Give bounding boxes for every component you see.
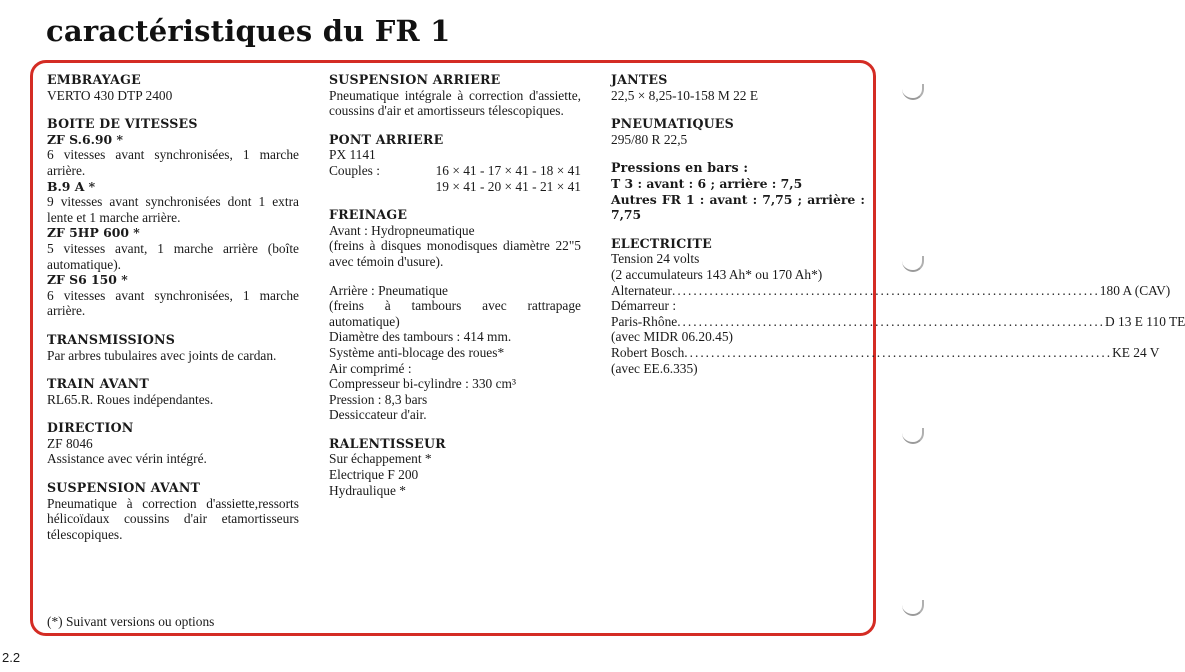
section-title: ELECTRICITE (611, 235, 712, 251)
section-title: RALENTISSEUR (329, 435, 446, 451)
spec-section (611, 72, 865, 103)
spec-text: Electrique F 200 (329, 467, 419, 483)
binder-ring-mark (902, 428, 924, 444)
spec-value: 180 A (CAV) (1099, 282, 1171, 298)
spec-text: Sur échappement * (329, 451, 432, 467)
section-title: JANTES (611, 72, 668, 87)
spec-text: (freins à tambours avec rattrapage automatique) (329, 298, 581, 329)
footnote: (*) Suivant versions ou options (47, 614, 215, 629)
couples-row (329, 163, 581, 194)
section-title: FREINAGE (329, 207, 408, 223)
page-title: caractéristiques du FR 1 (46, 14, 451, 48)
spec-text: Air comprimé : (329, 360, 412, 376)
spec-value: D 13 E 110 TE (1105, 313, 1185, 329)
spec-pressure: Autres FR 1 : avant : 7,75 ; arrière : 7,75 (611, 191, 865, 223)
spec-text: (avec EE.6.335) (611, 360, 698, 376)
column-2 (329, 72, 581, 511)
binder-ring-mark (902, 256, 924, 272)
spec-text: Tension 24 volts (611, 251, 700, 267)
spec-row (611, 344, 1160, 361)
dot-leader: ................................................................................ (671, 282, 1100, 298)
dot-leader: ................................................................................ (684, 344, 1113, 360)
couples-line: 19 × 41 - 20 × 41 - 21 × 41 (435, 178, 581, 194)
spec-text: PX 1141 (329, 147, 376, 163)
spec-model: ZF S6 150 * (47, 272, 128, 288)
spec-key: Alternateur (611, 282, 672, 298)
spec-section (329, 207, 581, 423)
spec-section (329, 72, 581, 119)
spec-text: 9 vitesses avant synchronisées dont 1 extra lente et 1 marche arrière. (47, 194, 299, 225)
spec-pressure: T 3 : avant : 6 ; arrière : 7,5 (611, 175, 803, 191)
couples-line: 16 × 41 - 17 × 41 - 18 × 41 (435, 162, 581, 178)
spec-text: Par arbres tubulaires avec joints de cardan. (47, 347, 277, 363)
spec-text: Assistance avec vérin intégré. (47, 451, 207, 467)
spec-text: Avant : Hydropneumatique (329, 222, 475, 238)
column-1 (47, 72, 299, 555)
spec-section (47, 116, 299, 319)
spec-text: Diamètre des tambours : 414 mm. (329, 329, 512, 345)
spec-value: KE 24 V (1112, 344, 1160, 360)
spec-text: 6 vitesses avant synchronisées, 1 marche arrière. (47, 147, 299, 178)
spec-text: ZF 8046 (47, 435, 93, 451)
spec-text: VERTO 430 DTP 2400 (47, 87, 173, 103)
spec-text: Pression : 8,3 bars (329, 391, 428, 407)
section-title: EMBRAYAGE (47, 72, 141, 87)
spec-text: RL65.R. Roues indépendantes. (47, 391, 214, 407)
spec-text: 295/80 R 22,5 (611, 131, 688, 147)
spec-text: Arrière : Pneumatique (329, 282, 448, 298)
spec-text: Démarreur : (611, 298, 677, 314)
spec-text: (avec MIDR 06.20.45) (611, 329, 733, 345)
spec-row (611, 313, 1185, 330)
spec-text: 22,5 × 8,25-10-158 M 22 E (611, 87, 759, 103)
spec-text: Hydraulique * (329, 482, 406, 498)
section-title: BOITE DE VITESSES (47, 116, 198, 132)
spec-text: Pneumatique intégrale à correction d'assiette, coussins d'air et amortisseurs télescopiques. (329, 87, 581, 119)
spec-text: 6 vitesses avant synchronisées, 1 marche arrière. (47, 287, 299, 319)
section-title: DIRECTION (47, 420, 134, 436)
spec-row (611, 282, 1171, 299)
section-title: SUSPENSION AVANT (47, 480, 201, 496)
section-title: Pressions en bars : (611, 160, 749, 176)
section-title: TRAIN AVANT (47, 376, 149, 392)
spec-text: Dessiccateur d'air. (329, 407, 427, 423)
spec-section (329, 436, 581, 498)
spec-text: (2 accumulateurs 143 Ah* ou 170 Ah*) (611, 266, 823, 282)
spec-text: Pneumatique à correction d'assiette,ressorts hélicoïdaux coussins d'air etamortisseurs télescopiques. (47, 495, 299, 542)
spec-section (47, 376, 299, 407)
column-3 (611, 72, 1185, 389)
spec-text: (freins à disques monodisques diamètre 22"5 avec témoin d'usure). (329, 238, 581, 269)
binder-ring-mark (902, 84, 924, 100)
spec-section (47, 420, 299, 467)
binder-ring-mark (902, 600, 924, 616)
section-title: PNEUMATIQUES (611, 116, 734, 132)
spec-key: Paris-Rhône (611, 313, 678, 329)
spec-key: Robert Bosch (611, 344, 685, 360)
spec-section (611, 235, 1185, 376)
spec-section (329, 132, 581, 194)
couples-values (395, 163, 581, 194)
spec-model: ZF 5HP 600 * (47, 225, 140, 241)
spec-section (47, 72, 299, 103)
spec-model: B.9 A * (47, 178, 96, 194)
spec-text: Système anti-blocage des roues* (329, 344, 505, 360)
section-title: PONT ARRIERE (329, 131, 444, 147)
spec-section (47, 332, 299, 363)
couples-label: Couples : (329, 162, 380, 178)
spec-section (611, 116, 865, 147)
spec-text: 5 vitesses avant, 1 marche arrière (boîte automatique). (47, 240, 299, 272)
spec-model: ZF S.6.90 * (47, 131, 123, 147)
section-title: TRANSMISSIONS (47, 331, 176, 347)
spec-text: Compresseur bi-cylindre : 330 cm³ (329, 376, 516, 392)
spec-section (611, 160, 865, 222)
spacer (329, 270, 581, 283)
page-number: 2.2 (2, 650, 21, 665)
spec-section (47, 480, 299, 542)
section-title: SUSPENSION ARRIERE (329, 72, 501, 87)
dot-leader: ................................................................................ (677, 313, 1106, 329)
